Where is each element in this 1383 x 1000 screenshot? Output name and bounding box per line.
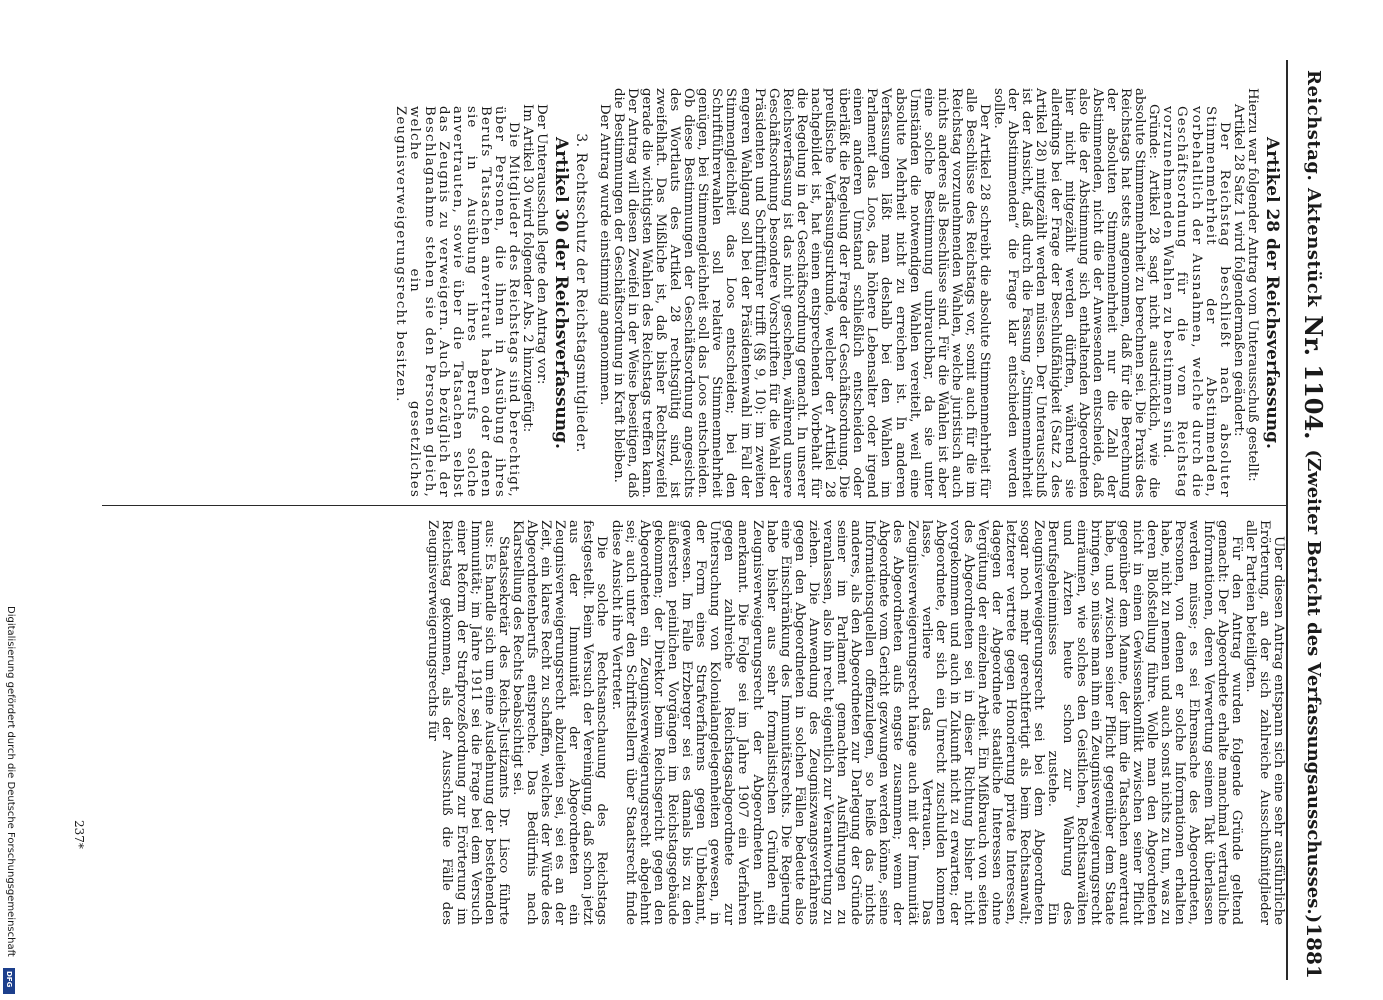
paragraph: Die solche Rechtsanschauung des Reichstags festgestellt. Beim Versuch der Vereinigung, daß schon jetzt aus der Immunität der Abgeordneten ein Zeugnisverweigerungsrecht abzuleiten sei, sei es an der Zeit, ein klares Recht zu schaffen, welches der Würde des Abgeordnetenberufs entspreche. Das Bedürfnis nach Klarstellung des Rechts beabsichtigt sei.: [509, 520, 610, 925]
paragraph: Im Artikel 30 wird folgender Abs. 2 hinzugefügt:: [520, 104, 536, 433]
paragraph: Der Unterausschuß legte den Antrag vor:: [534, 104, 550, 385]
article-28-title: Artikel 28 der Reichsverfassung.: [1262, 137, 1282, 449]
header-left: Reichstag. Aktenstück: [1303, 70, 1325, 308]
right-column: [100, 520, 1285, 925]
paragraph: Der Artikel 28 schreibt die absolute Stimmenmehrheit für alle Beschlüsse des Reichstags vor, somit auch für die im Reichstag vorzunehmenden Wahlen, welche juristisch auch nichts anderes als Beschlüsse sind. Für die Wahlen ist aber eine solche Bestimmung unbrauchbar, da sie unter Umständen die notwendigen Wahlen vereitelt, weil eine absolute Mehrheit nicht zu erreichen ist. In anderen Verfassungen läßt man deshalb bei den Wahlen im Parlament das Loos, das höhere Lebensalter oder irgend einen anderen Umstand schließlich entscheiden oder überläßt die Regelung der Frage der Geschäftsordnung. Die preußische Verfassungsurkunde, welcher der Artikel 28 nachgebildet ist, hat einen entsprechenden Vorbehalt für die Regelung in der Geschäftsordnung gemacht. In unserer Reichsverfassung ist das nicht geschehen, während unsere Geschäftsordnung besondere Vorschriften für die Wahl der Präsidenten und Schriftführer trifft (§§ 9, 10): im zweiten engeren Wahlgang soll bei der Präsidentenwahl im Fall der Stimmengleichheit das Loos entscheiden; bei den Schriftführerwahlen soll relative Stimmenmehrheit genügen, bei Stimmengleichheit soll das Loos entscheiden. Ob diese Bestimmungen der Geschäftsordnung angesichts des Wortlauts des Artikel 28 rechtsgültig sind, ist zweifelhaft. Das Mißliche ist, daß bisher Rechtszweifel gerade die wichtigsten Wahlen des Reichstags treffen kann. Der Antrag will diesen Zweifel in der Weise beseitigen, daß die Bestimmungen der Geschäftsordnung in Kraft bleiben.: [610, 88, 993, 498]
digitization-note: Digitalisierung gefördert durch die Deutsche Forschungsgemeinschaft: [5, 606, 16, 957]
paragraph: Der Antrag wurde einstimmig angenommen.: [596, 104, 612, 406]
page-header: [1294, 70, 1334, 979]
paragraph: Staatssekretär des Reichs-Justizamts Dr. Lisco führte aus: Es handle sich um eine Ausdehnung der bestehenden Immunität; im Jahre 1911 sei die Frage bei dem Versuch einer Reform der Strafprozeßordnung zur Erörterung im Reichstag gekommen, als der Ausschuß die Fälle des Zeugnisverweigerungsrechts für: [425, 520, 511, 925]
paragraph: Gründe: Artikel 28 sagt nicht ausdrücklich, wie die absolute Stimmenmehrheit zu berechnen sei. Die Praxis des Reichstags hat stets angenommen, daß für die Berechnung der absoluten Stimmenmehrheit nur die Zahl der Abstimmenden, nicht die der Anwesenden entscheide, daß also die der Abstimmung sich enthaltenden Abgeordneten hier nicht mitgezählt werden dürften, während sie allerdings bei der Frage der Beschlußfähigkeit (Satz 2 des Artikel 28) mitgezählt werden müssen. Der Unterausschuß ist der Ansicht, daß durch die Fassung „Stimmenmehrheit der Abstimmenden“ die Frage klar entschieden werden sollte.: [991, 88, 1162, 498]
left-column: [393, 88, 1283, 498]
paragraph: Artikel 28 Satz 1 wird folgendermaßen geändert:: [1230, 104, 1246, 437]
document-number: Nr. 1104.: [1299, 315, 1329, 440]
paragraph: Für den Antrag wurden folgende Gründe geltend gemacht: Der Abgeordnete erhalte manchmal vertrauliche Informationen, deren Verwertung seinem Takt überlassen werden müsse; es sei Ehrensache des Abgeordneten, Personen, von denen er solche Informationen erhalten habe, nicht zu nennen und auch sonst nichts zu tun, was zu deren Bloßstellung führe. Wolle man den Abgeordneten nicht in einen Gewissenskonflikt zwischen seiner Pflicht gegenüber dem Manne, der ihm die Tatsachen anvertraut habe, und zwischen seiner Pflicht gegenüber dem Staate bringen, so müsse man ihm ein Zeugnisverweigerungsrecht einräumen, wie solches den Geistlichen, Rechtsanwälten und Ärzten heute schon zur Wahrung des Berufsgeheimnisses zustehe. Ein Zeugnisverweigerungsrecht sei bei dem Abgeordneten sogar noch mehr gerechtfertigt als beim Rechtsanwalt; letzterer vertrete gegen Honorierung private Interessen, dagegen der Abgeordnete staatliche Interessen ohne Vergütung der einzelnen Arbeit. Ein Mißbrauch von seiten des Abgeordneten sei in dieser Richtung bisher nicht vorgekommen und auch in Zukunft nicht zu erwarten; der Abgeordnete, der sich ein Unrecht zuschulden kommen lasse, verliere das Vertrauen. Das Zeugnisverweigerungsrecht hänge auch mit der Immunität des Abgeordneten aufs engste zusammen; wenn der Abgeordnete vom Gericht gezwungen werden könne, seine Informationsquellen offenzulegen, so heiße das nichts anderes, als den Abgeordneten zur Darlegung der Gründe seiner im Parlament gemachten Ausführungen zu veranlassen, also ihn recht eigentlich zur Verantwortung zu ziehen. Die Anwendung des Zeugniszwangsverfahrens gegen den Abgeordneten in solchen Fällen bedeute also eine Einschränkung des Immunitätsrechts. Die Regierung habe bisher aus sehr formalistischen Gründen ein Zeugnisverweigerungsrecht der Abgeordneten nicht anerkannt. Die Folge sei im Jahre 1907 ein Verfahren gegen zahlreiche Reichstagsabgeordnete zur Untersuchung von Kolonialangelegenheiten gewesen, in der Form eines Strafverfahrens gegen Unbekannt, gewesen. Im Falle Erzberger sei es damals bis zu den äußersten peinlichen Vorgängen im Reichstagsgebäude gekommen; der Direktor beim Reichsgericht gegen den Abgeordneten ein Zeugnisverweigerungsrecht abgelehnt sei; auch unter den Schriftstellern über Staatsrecht finde diese Ansicht ihre Vertreter.: [608, 520, 1244, 925]
article-30-title: Artikel 30 der Reichsverfassung.: [551, 137, 572, 449]
header-right: (Zweiter Bericht des Verfassungsausschusses.): [1303, 449, 1325, 924]
quote: Der Reichstag beschließt nach absoluter Stimmenmehrheit der Abstimmenden, vorbehaltlich der Ausnahmen, welche durch die Geschäftsordnung für die vom Reichstag vorzunehmenden Wahlen zu bestimmen sind.: [1160, 106, 1232, 498]
header-rule: [1286, 60, 1288, 980]
column-rule: [102, 505, 1286, 506]
paragraph: Hierzu war folgender Antrag vom Unterausschuß gestellt:: [1244, 88, 1260, 482]
subsection-heading: 3. Rechtsschutz der Reichstagsmitglieder.: [573, 133, 590, 453]
page-number-bottom: 237*: [72, 820, 86, 849]
dfg-logo: DFG: [3, 968, 15, 994]
page-number-top: 1881: [1302, 923, 1326, 979]
paragraph: Über diesen Antrag entspann sich eine sehr ausführliche Erörterung, an der sich zahlreiche Ausschußmitglieder aller Parteien beteiligten.: [1242, 520, 1286, 925]
quote: Die Mitglieder des Reichstags sind berechtigt, über Personen, die ihnen in Ausübung ihres Berufs Tatsachen anvertraut haben oder denen sie in Ausübung ihres Berufs solche anvertrauten, sowie über die Tatsachen selbst das Zeugnis zu verweigern. Auch bezüglich der Beschlagnahme stehen sie den Personen gleich, welche ein gesetzliches Zeugnisverweigerungsrecht besitzen.: [393, 106, 522, 498]
